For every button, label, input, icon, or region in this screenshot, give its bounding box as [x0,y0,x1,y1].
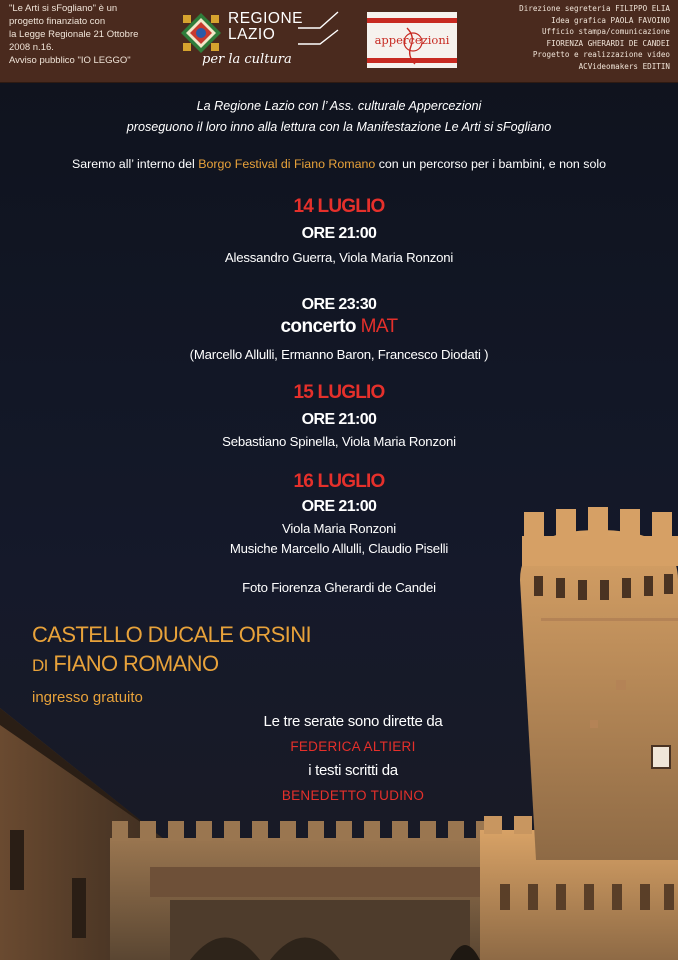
written-label: i testi scritti da [308,762,398,779]
writer-name: BENEDETTO TUDINO [281,788,425,803]
regione-tagline: per la cultura [202,52,292,67]
regione-lazio-logo [180,8,345,70]
regione-emblem-icon [180,12,222,54]
directed-label: Le tre serate sono dirette da [263,713,443,730]
regione-word: REGIONE [228,10,303,27]
logo-lines-decoration [298,10,344,50]
event-date: 15 LUGLIO [293,382,385,403]
funding-line: progetto finanziato con [9,16,106,27]
event-time: ORE 21:00 [301,498,377,515]
director-name: FEDERICA ALTIERI [290,739,416,754]
staff-line: ACVideomakers EDITIN [578,61,670,71]
staff-credits [460,3,670,73]
staff-line: Idea grafica PAOLA FAVOINO [551,15,670,25]
logo-bar-bottom [367,58,457,63]
funding-line: Avviso pubblico "IO LEGGO" [9,55,131,66]
venue-town-prefix: DI [32,656,48,675]
event-people: Viola Maria Ronzoni [282,521,396,536]
venue-town-name: FIANO ROMANO [47,651,219,676]
castle-illustration [0,500,678,960]
event-time: ORE 21:00 [301,411,377,428]
staff-line: Ufficio stampa/comunicazione [541,27,670,37]
concert-band: MAT [360,316,398,337]
festival-name: Borgo Festival di Fiano Romano [198,157,376,171]
staff-line: Direzione segreteria FILIPPO ELIA [519,4,670,13]
intro-line-3 [0,157,678,171]
intro-line-3-start: Saremo all’ interno del [71,157,199,171]
appercezioni-wordmark: appercezioni [374,33,450,47]
staff-line: Progetto e realizzazione video [532,50,670,60]
funding-line: "Le Arti si sFogliano" è un [9,3,118,14]
intro-line-2: proseguono il loro inno alla lettura con la Manifestazione Le Arti si sFogliano [126,120,552,134]
event-people: (Marcello Allulli, Ermanno Baron, Francesco Diodati ) [189,347,489,362]
event-time: ORE 23:30 [301,296,377,313]
event-music: Musiche Marcello Allulli, Claudio Piselli [229,541,449,556]
event-people: Alessandro Guerra, Viola Maria Ronzoni [224,250,454,265]
venue-town [32,651,218,677]
intro-line-3-end: con un percorso per i bambini, e non solo [375,157,606,171]
appercezioni-logo [367,12,457,68]
intro-line-1: La Regione Lazio con l’ Ass. culturale Appercezioni [196,99,482,113]
venue-name: CASTELLO DUCALE ORSINI [32,622,311,647]
header-band [0,0,678,83]
concert-title [0,316,678,338]
funding-line: la Legge Regionale 21 Ottobre [9,29,139,40]
event-time: ORE 21:00 [301,225,377,242]
event-date: 14 LUGLIO [293,196,385,217]
event-people: Sebastiano Spinella, Viola Maria Ronzoni [222,434,456,449]
funding-note [9,2,169,67]
event-date: 16 LUGLIO [293,471,385,492]
funding-line: 2008 n.16. [9,42,54,53]
lazio-word: LAZIO [228,26,276,43]
staff-line: FIORENZA GHERARDI DE CANDEI [546,38,670,48]
photo-credit: Foto Fiorenza Gherardi de Candei [242,580,436,595]
regione-wordmark [228,11,303,43]
admission-note: ingresso gratuito [32,689,143,706]
concert-label: concerto [280,316,356,337]
